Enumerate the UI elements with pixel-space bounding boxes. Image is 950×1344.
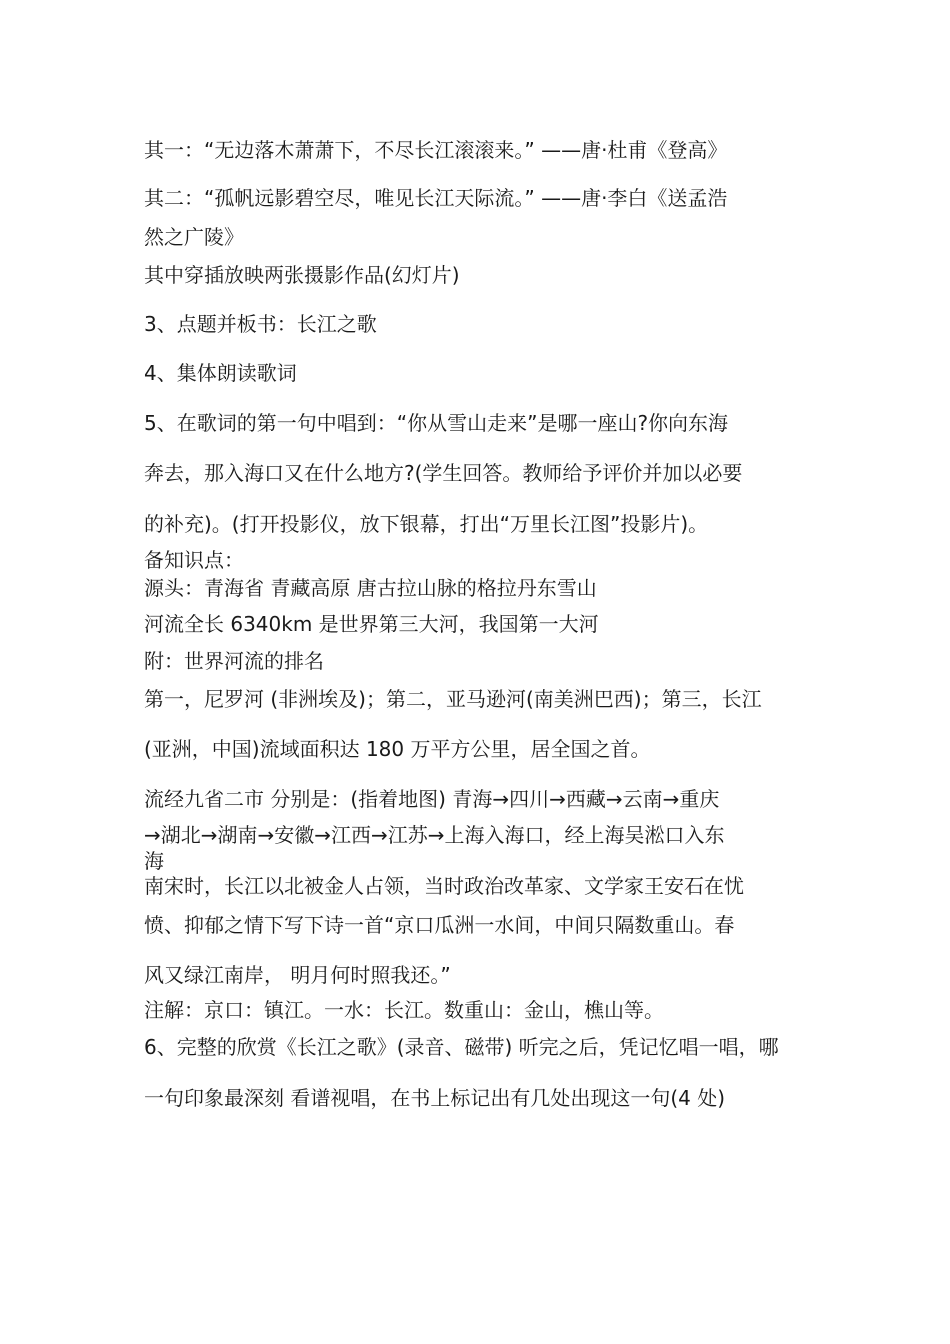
source-line: 源头：青海省 青藏高原 唐古拉山脉的格拉丹东雪山 bbox=[144, 576, 597, 600]
step-5-line-3: 的补充)。(打开投影仪，放下银幕，打出“万里长江图”投影片)。 bbox=[144, 512, 709, 536]
ranking-line-1: 第一，尼罗河 (非洲埃及)；第二，亚马逊河(南美洲巴西)；第三，长江 bbox=[144, 687, 762, 711]
route-line-1: 流经九省二市 分别是：(指着地图) 青海→四川→西藏→云南→重庆 bbox=[144, 787, 720, 811]
poem-line-2: 其二：“孤帆远影碧空尽，唯见长江天际流。” ——唐·李白《送孟浩 bbox=[144, 186, 728, 210]
step-6-line-1: 6、完整的欣赏《长江之歌》(录音、磁带) 听完之后，凭记忆唱一唱，哪 bbox=[144, 1035, 779, 1059]
history-line-3: 风又绿江南岸， 明月何时照我还。” bbox=[144, 963, 451, 987]
history-line-1: 南宋时，长江以北被金人占领，当时政治改革家、文学家王安石在忧 bbox=[144, 874, 744, 898]
poem-line-1: 其一：“无边落木萧萧下，不尽长江滚滚来。” ——唐·杜甫《登高》 bbox=[144, 138, 728, 162]
route-line-2: →湖北→湖南→安徽→江西→江苏→上海入海口，经上海吴淞口入东 bbox=[144, 823, 725, 847]
history-line-2: 愤、抑郁之情下写下诗一首“京口瓜洲一水间，中间只隔数重山。春 bbox=[144, 913, 735, 937]
step-5-line-2: 奔去，那入海口又在什么地方?(学生回答。教师给予评价并加以必要 bbox=[144, 461, 743, 485]
knowledge-heading: 备知识点： bbox=[144, 548, 244, 572]
slides-note: 其中穿插放映两张摄影作品(幻灯片) bbox=[144, 263, 460, 287]
length-line: 河流全长 6340km 是世界第三大河，我国第一大河 bbox=[144, 612, 599, 636]
ranking-line-2: (亚洲，中国)流域面积达 180 万平方公里，居全国之首。 bbox=[144, 737, 651, 761]
route-line-3: 海 bbox=[144, 849, 164, 873]
step-3: 3、点题并板书：长江之歌 bbox=[144, 312, 377, 336]
poem-line-2-cont: 然之广陵》 bbox=[144, 225, 244, 249]
step-5-line-1: 5、在歌词的第一句中唱到：“你从雪山走来”是哪一座山?你向东海 bbox=[144, 411, 729, 435]
step-6-line-2: 一句印象最深刻 看谱视唱，在书上标记出有几处出现这一句(4 处) bbox=[144, 1086, 726, 1110]
step-4: 4、集体朗读歌词 bbox=[144, 361, 297, 385]
ranking-heading: 附：世界河流的排名 bbox=[144, 649, 324, 673]
annotation-line: 注解：京口：镇江。一水：长江。数重山：金山，樵山等。 bbox=[144, 998, 664, 1022]
